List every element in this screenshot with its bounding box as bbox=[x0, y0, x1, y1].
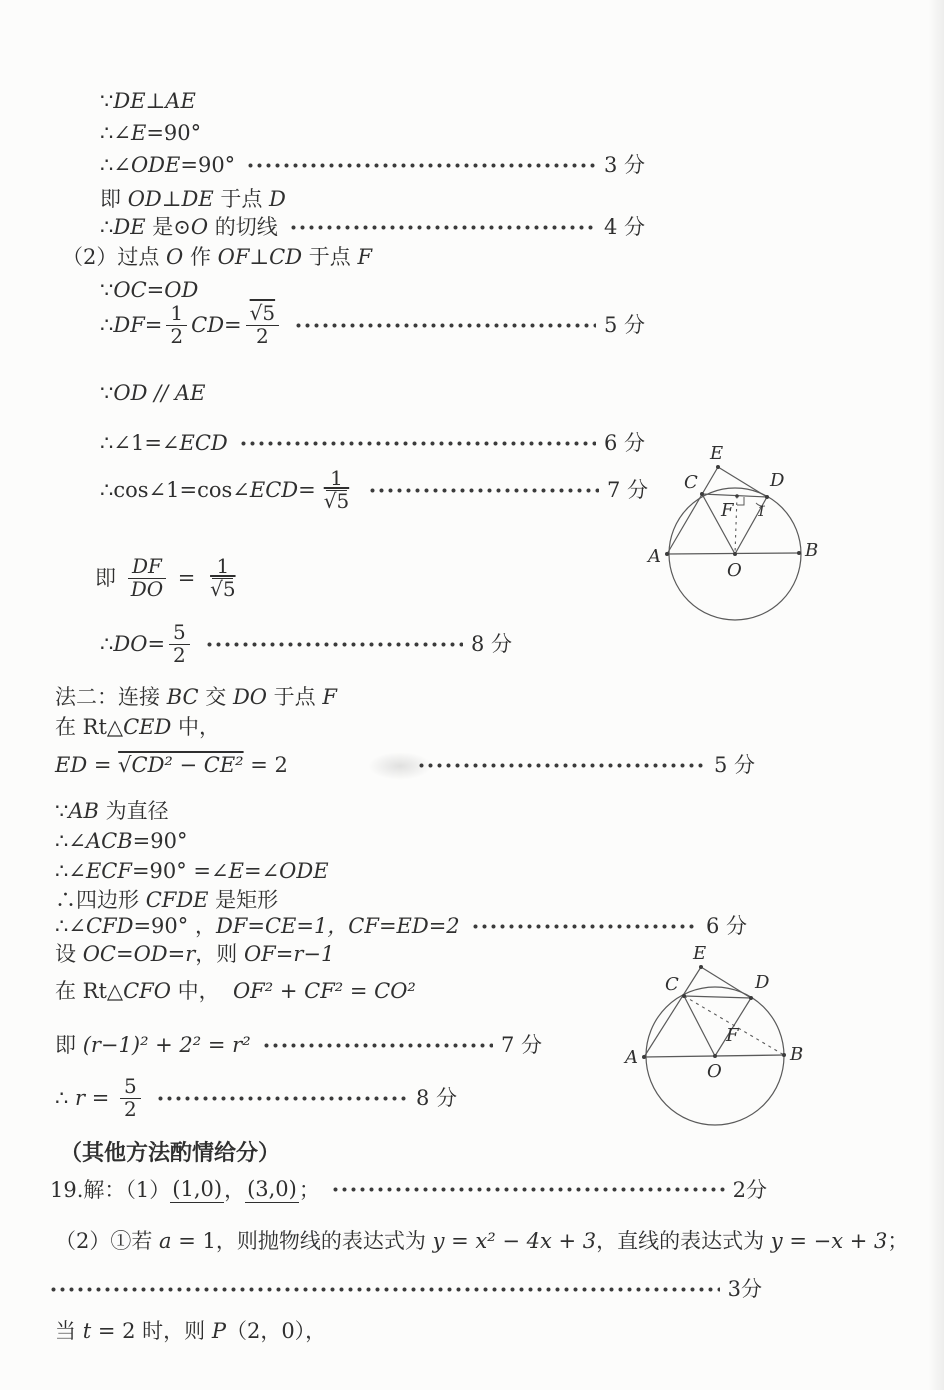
math-run: ECD bbox=[249, 477, 299, 502]
label-e: E bbox=[693, 943, 707, 964]
math-run: AB bbox=[68, 799, 99, 823]
dotted-leader bbox=[206, 641, 463, 648]
math-run: ED bbox=[55, 753, 88, 777]
math-run: OC=OD bbox=[113, 278, 199, 302]
math-run: OF² + CF² = CO² bbox=[232, 979, 416, 1003]
text-run: 中， bbox=[171, 715, 220, 739]
dotted-leader bbox=[369, 487, 599, 494]
proof-line-rt-cfo bbox=[55, 978, 416, 1004]
math-run: P bbox=[211, 1319, 226, 1343]
proof-line-de-perp-ae bbox=[100, 88, 196, 114]
text-run: 于点 bbox=[267, 685, 323, 709]
point-e bbox=[699, 965, 703, 969]
label-e: E bbox=[710, 443, 724, 464]
label-a: A bbox=[625, 1047, 638, 1068]
text-run: ； bbox=[298, 1177, 320, 1202]
text-run: ， bbox=[224, 1177, 246, 1202]
text-run: 当 bbox=[55, 1319, 83, 1343]
score-8: 8 分 bbox=[470, 631, 512, 656]
math-run: =∠ bbox=[243, 859, 280, 883]
score-8b: 8 分 bbox=[415, 1085, 457, 1110]
therefore-symbol: ∴ bbox=[55, 1085, 76, 1110]
fraction-numerator: √5 bbox=[246, 303, 279, 326]
label-f: F bbox=[721, 500, 734, 521]
math-run: (r−1)² + 2² = r² bbox=[82, 1033, 251, 1057]
grading-note bbox=[60, 1140, 280, 1168]
math-run: ACB bbox=[85, 829, 133, 853]
therefore-symbol: ∴ bbox=[100, 631, 114, 656]
equals-sign: = bbox=[147, 631, 166, 656]
segment-ed bbox=[718, 467, 767, 497]
math-run: CFDE bbox=[145, 888, 209, 912]
proof-line-oc-od bbox=[100, 277, 198, 303]
proof-line-acb-90 bbox=[55, 828, 187, 854]
point-c bbox=[700, 492, 704, 496]
math-run: O bbox=[190, 215, 209, 239]
dotted-leader bbox=[418, 762, 706, 769]
label-d: D bbox=[770, 470, 785, 491]
equals-sign: = bbox=[87, 753, 119, 777]
math-run: ODE bbox=[279, 859, 329, 883]
dotted-leader bbox=[240, 440, 596, 447]
dotted-leader bbox=[50, 1286, 720, 1293]
therefore-symbol: ∴ bbox=[100, 215, 114, 239]
math-run: =90° ， bbox=[133, 914, 216, 938]
text-run: 即 bbox=[55, 1033, 83, 1057]
text-run: 法二：连接 bbox=[55, 685, 167, 709]
text-run: ，则 bbox=[195, 942, 244, 966]
fraction-5-over-2 bbox=[120, 1076, 141, 1120]
proof-line-let-r bbox=[55, 941, 334, 967]
point-c bbox=[682, 994, 686, 998]
text-run: 于点 bbox=[302, 245, 358, 269]
math-run: r bbox=[75, 1085, 86, 1110]
fraction-numerator: 1 bbox=[212, 556, 233, 579]
therefore-symbol: ∴ bbox=[100, 312, 114, 337]
fraction-one-half bbox=[166, 303, 187, 347]
math-run: E bbox=[130, 121, 147, 145]
fraction-numerator: DF bbox=[128, 556, 166, 579]
text-run: 在 Rt△ bbox=[55, 715, 124, 739]
label-a: A bbox=[648, 546, 661, 567]
point-o bbox=[713, 1054, 717, 1058]
point-b bbox=[797, 551, 801, 555]
fraction-1-over-sqrt5 bbox=[320, 468, 353, 512]
label-b: B bbox=[790, 1044, 804, 1065]
text-run: ，直线的表达式为 bbox=[596, 1229, 771, 1253]
therefore-symbol: ∴∠ bbox=[55, 859, 86, 883]
dashed-of bbox=[735, 496, 737, 554]
text-run: 设 bbox=[55, 942, 83, 966]
math-run: = 2 bbox=[243, 753, 288, 777]
circle-diagram-2 bbox=[610, 940, 865, 1145]
method2-heading-line bbox=[55, 684, 337, 710]
because-symbol: ∵ bbox=[100, 89, 114, 113]
math-run: a bbox=[159, 1229, 172, 1253]
fraction-numerator: 5 bbox=[169, 622, 190, 645]
dotted-leader bbox=[472, 923, 698, 930]
text-run: 作 bbox=[183, 245, 218, 269]
dotted-leader bbox=[157, 1095, 408, 1102]
proof-line-r-equation bbox=[55, 1032, 542, 1058]
therefore-symbol: ∴∠ bbox=[100, 153, 131, 177]
text-run: 中， bbox=[170, 979, 233, 1003]
score-3: 3 分 bbox=[603, 153, 645, 177]
text-run: 在 Rt△ bbox=[55, 979, 124, 1003]
label-o: O bbox=[707, 1061, 722, 1082]
math-run: t bbox=[82, 1319, 92, 1343]
math-run: =90° =∠ bbox=[131, 859, 229, 883]
math-run: CFD bbox=[85, 914, 134, 938]
dotted-leader bbox=[290, 224, 596, 231]
proof-line-cfd-90 bbox=[55, 913, 747, 939]
radical-expression: √CD² − CE² bbox=[118, 753, 244, 777]
chord-cd bbox=[684, 996, 751, 998]
proof-line-angle-e bbox=[100, 120, 201, 146]
score-6: 6 分 bbox=[603, 431, 645, 455]
fraction-denominator: DO bbox=[130, 576, 164, 601]
label-f: F bbox=[726, 1025, 739, 1046]
math-run: =90° bbox=[132, 829, 188, 853]
label-d: D bbox=[755, 972, 770, 993]
dotted-leader bbox=[247, 162, 596, 169]
math-run: ECF bbox=[85, 859, 132, 883]
math-run: F bbox=[357, 245, 373, 269]
dotted-leader bbox=[263, 1042, 493, 1049]
math-run: BC bbox=[166, 685, 199, 709]
label-b: B bbox=[805, 540, 819, 561]
proof-line-rt-ced bbox=[55, 714, 220, 740]
segment-co bbox=[684, 996, 715, 1056]
math-run: y = −x + 3 bbox=[770, 1229, 888, 1253]
score-3b: 3分 bbox=[727, 1277, 762, 1301]
label-angle-1: 1 bbox=[757, 504, 766, 520]
fraction-1-over-sqrt5 bbox=[206, 556, 239, 600]
proof-line-cosine bbox=[100, 468, 648, 512]
math-run: =90° bbox=[180, 153, 236, 177]
fraction-denominator: 2 bbox=[124, 1096, 137, 1121]
text-run: ∴四边形 bbox=[55, 888, 146, 912]
math-run: = 2 bbox=[91, 1319, 143, 1343]
text-run: （2，0）， bbox=[225, 1319, 327, 1343]
proof-line-df-do-ratio bbox=[95, 556, 244, 600]
chord-cd bbox=[702, 494, 767, 497]
because-symbol: ∵ bbox=[55, 799, 69, 823]
math-run: OD // AE bbox=[113, 381, 206, 405]
math-run: D bbox=[269, 187, 286, 211]
underlined-answer-2: (3,0) bbox=[245, 1176, 299, 1203]
diameter-ab bbox=[667, 553, 799, 554]
math-run: = 1 bbox=[171, 1229, 216, 1253]
math-run: O bbox=[166, 245, 184, 269]
label-o: O bbox=[727, 560, 742, 581]
math-run: OF=r−1 bbox=[243, 942, 335, 966]
math-run: DF=CE=1，CF=ED=2 bbox=[215, 914, 460, 938]
math-run: ECD bbox=[179, 431, 228, 455]
math-run: =90° bbox=[146, 121, 202, 145]
text-run: （2）过点 bbox=[62, 245, 167, 269]
score-7b: 7 分 bbox=[500, 1033, 542, 1057]
math-run: OC=OD=r bbox=[82, 942, 196, 966]
math-run: y = x² − 4x + 3 bbox=[432, 1229, 597, 1253]
circle-diagram-1 bbox=[618, 426, 880, 638]
text-run: 是矩形 bbox=[208, 888, 279, 912]
label-c: C bbox=[684, 472, 698, 493]
part2-heading-line bbox=[62, 244, 372, 270]
therefore-symbol: ∴∠ bbox=[100, 121, 131, 145]
text-run: 19.解：（1） bbox=[50, 1177, 171, 1202]
proof-line-ed-radical bbox=[55, 752, 755, 778]
proof-line-df-fraction bbox=[100, 303, 645, 347]
point-a bbox=[665, 552, 669, 556]
math-run: ∴∠1=∠ bbox=[100, 431, 180, 455]
text-run: 于点 bbox=[213, 187, 270, 211]
fraction-numerator: 5 bbox=[120, 1076, 141, 1099]
math-run: DF= bbox=[113, 312, 163, 337]
fraction-numerator: 1 bbox=[326, 468, 347, 491]
point-f bbox=[735, 494, 739, 498]
proof-line-do-result bbox=[100, 622, 512, 666]
text-run: 时，则 bbox=[142, 1319, 212, 1343]
proof-line-ecf-90 bbox=[55, 858, 329, 884]
q19-answer-line2 bbox=[55, 1228, 908, 1254]
text-run: 的切线 bbox=[208, 215, 278, 239]
score-5b: 5 分 bbox=[713, 753, 755, 777]
proof-line-angle1-ecd bbox=[100, 430, 645, 456]
score-5: 5 分 bbox=[603, 312, 645, 337]
because-symbol: ∵ bbox=[100, 381, 114, 405]
label-c: C bbox=[665, 974, 679, 995]
text-run: 为直径 bbox=[98, 799, 169, 823]
q19-answer-line1 bbox=[50, 1176, 767, 1203]
dotted-leader bbox=[295, 322, 596, 329]
text-run: ； bbox=[887, 1229, 909, 1253]
therefore-symbol: ∴∠ bbox=[55, 914, 86, 938]
fraction-5-over-2 bbox=[169, 622, 190, 666]
because-symbol: ∵ bbox=[100, 278, 114, 302]
proof-line-angle-ode bbox=[100, 152, 645, 178]
math-run: CED bbox=[123, 715, 172, 739]
proof-line-ab-diameter bbox=[55, 798, 169, 824]
score-7: 7 分 bbox=[606, 477, 648, 502]
fraction-numerator: 1 bbox=[166, 303, 187, 326]
fraction-sqrt5-over-2 bbox=[246, 303, 279, 347]
point-d bbox=[749, 996, 753, 1000]
point-b bbox=[782, 1053, 786, 1057]
right-angle-mark bbox=[737, 497, 744, 505]
text-run: 即 bbox=[95, 565, 123, 590]
point-e bbox=[716, 465, 720, 469]
proof-line-od-perp-de bbox=[100, 186, 286, 212]
math-run: CD= bbox=[191, 312, 242, 337]
q19-answer-line4 bbox=[55, 1318, 326, 1344]
segment-ed bbox=[701, 967, 751, 998]
q19-score-line3 bbox=[50, 1276, 762, 1302]
point-d bbox=[765, 495, 769, 499]
text-run: 即 bbox=[100, 187, 128, 211]
math-run: OF⊥CD bbox=[217, 245, 303, 269]
math-run: DE bbox=[113, 215, 146, 239]
text-run: 是⊙ bbox=[145, 215, 191, 239]
math-run: ODE bbox=[130, 153, 181, 177]
text-run: （2）①若 bbox=[55, 1229, 160, 1253]
math-run: ∴cos∠1=cos∠ bbox=[100, 477, 250, 502]
fraction-denominator: 2 bbox=[256, 323, 269, 348]
math-run: = bbox=[298, 477, 316, 502]
math-run: E bbox=[228, 859, 244, 883]
point-o bbox=[733, 552, 737, 556]
proof-line-r-result bbox=[55, 1076, 457, 1120]
therefore-symbol: ∴∠ bbox=[55, 829, 86, 853]
score-2: 2分 bbox=[732, 1177, 767, 1202]
fraction-df-over-do bbox=[127, 556, 167, 600]
text-run: （其他方法酌情给分） bbox=[60, 1140, 281, 1166]
equals-sign: = bbox=[85, 1085, 117, 1110]
text-run: ，则抛物线的表达式为 bbox=[215, 1229, 433, 1253]
fraction-denominator: √5 bbox=[210, 576, 236, 601]
fraction-denominator: √5 bbox=[323, 488, 350, 513]
math-run: CFO bbox=[123, 979, 171, 1003]
score-4: 4 分 bbox=[603, 215, 645, 239]
math-run: DO bbox=[113, 631, 148, 656]
text-run: 交 bbox=[198, 685, 233, 709]
underlined-answer-1: (1,0) bbox=[170, 1176, 224, 1203]
math-run: DE⊥AE bbox=[113, 89, 196, 113]
math-run: OD⊥DE bbox=[127, 187, 214, 211]
math-run: DO bbox=[232, 685, 267, 709]
dotted-leader bbox=[332, 1186, 725, 1193]
point-a bbox=[642, 1055, 646, 1059]
math-run: F bbox=[322, 685, 337, 709]
score-6b: 6 分 bbox=[705, 914, 747, 938]
proof-line-tangent bbox=[100, 214, 645, 240]
equals-sign: = bbox=[171, 565, 203, 590]
proof-line-rectangle bbox=[55, 887, 278, 913]
proof-line-od-parallel-ae bbox=[100, 380, 205, 406]
fraction-denominator: 2 bbox=[173, 642, 186, 667]
fraction-denominator: 2 bbox=[170, 323, 184, 348]
